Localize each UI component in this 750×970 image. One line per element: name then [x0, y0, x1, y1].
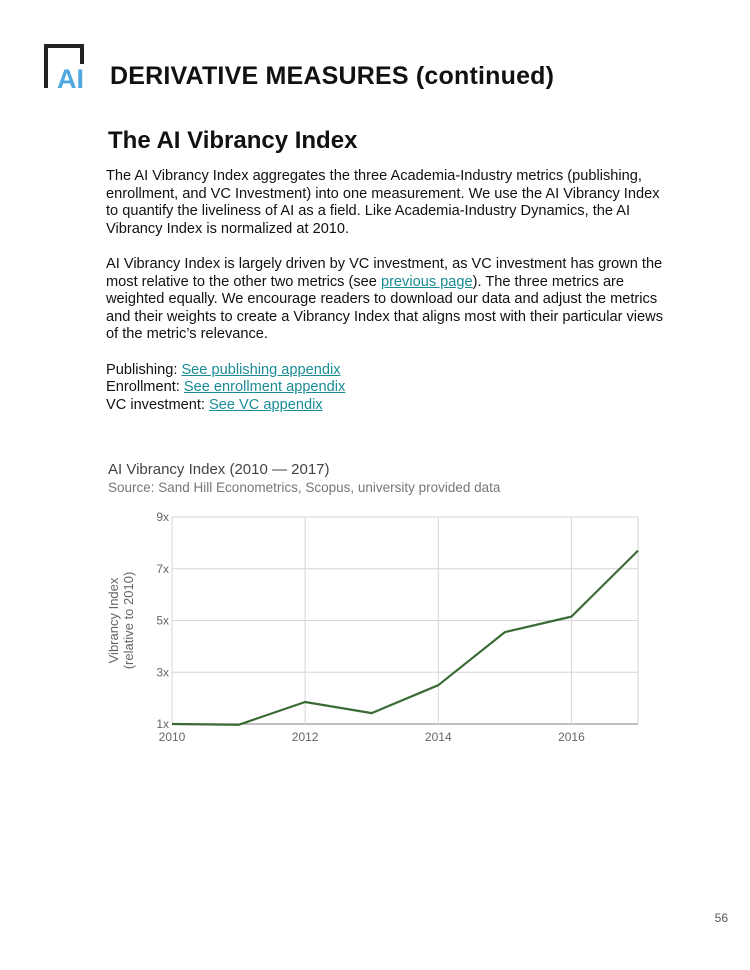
y-axis-label-line-1: Vibrancy Index [106, 577, 121, 664]
chart-title: AI Vibrancy Index (2010 — 2017) [108, 461, 330, 478]
y-tick-label: 3x [156, 665, 169, 680]
x-tick-label: 2012 [291, 730, 319, 744]
paragraph-2 [106, 256, 666, 344]
paragraph-2-end: ). The three metrics are weighted equally. We encourage readers to download our data and adjust the metrics and their weights to create a Vibrancy Index that aligns most with their particular views of the metric’s relevance. [106, 273, 663, 343]
body-text [106, 168, 666, 414]
y-axis-label [106, 572, 136, 670]
x-tick-label: 2016 [558, 730, 585, 744]
enrollment-row [106, 379, 666, 397]
y-tick-label: 9x [156, 510, 169, 524]
enrollment-appendix-link[interactable]: See enrollment appendix [183, 379, 346, 396]
y-axis-label-line-2: (relative to 2010) [121, 571, 136, 670]
vibrancy-chart [95, 505, 655, 755]
section-title: The AI Vibrancy Index [108, 127, 358, 154]
enrollment-label: Enrollment: [106, 379, 184, 396]
vc-appendix-link[interactable]: See VC appendix [209, 396, 323, 413]
series-line [172, 551, 638, 725]
chart-source: Source: Sand Hill Econometrics, Scopus, university provided data [108, 480, 501, 495]
y-tick-label: 5x [156, 613, 169, 628]
ai-logo-icon [44, 44, 98, 90]
publishing-appendix-link[interactable]: See publishing appendix [181, 361, 341, 378]
y-tick-label: 7x [156, 561, 169, 576]
paragraph-2-start: AI Vibrancy Index is largely driven by VC investment, as VC investment has grown the most relative to the other two metrics (see [106, 255, 663, 290]
previous-page-link[interactable]: previous page [380, 273, 473, 290]
publishing-row [106, 362, 666, 380]
x-tick-label: 2014 [424, 730, 452, 744]
x-tick-label: 2010 [158, 730, 186, 744]
y-tick-label: 1x [156, 717, 169, 731]
page-header-title: DERIVATIVE MEASURES (continued) [110, 62, 555, 90]
publishing-label: Publishing: [106, 361, 182, 378]
vc-label: VC investment: [106, 396, 210, 413]
logo-text: AI [57, 64, 84, 90]
paragraph-1: The AI Vibrancy Index aggregates the three Academia-Industry metrics (publishing, enrollment, and VC Investment) into one measurement. We use the AI Vibrancy Index to quantify the liveliness of AI as a field. Like Academia-Industry Dynamics, the AI Vibrancy Index is normalized at 2010. [106, 168, 660, 237]
vc-row [106, 397, 666, 415]
appendix-links [106, 362, 666, 415]
page-number: 56 [714, 911, 728, 925]
